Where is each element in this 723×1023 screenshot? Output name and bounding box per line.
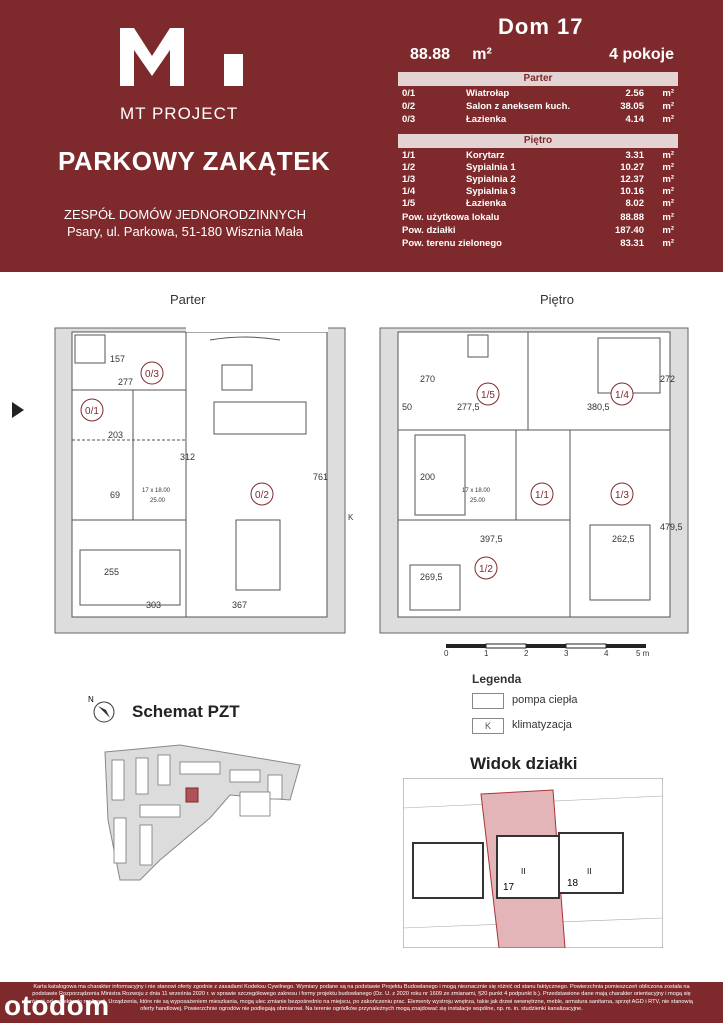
cell-area: 10.27 (620, 162, 644, 173)
plot-mark: II (521, 867, 526, 876)
stairs-label: 17 x 18.00 (142, 488, 171, 494)
house-area-value: 88.88 (410, 46, 451, 63)
area-row (398, 174, 678, 186)
dim-label: 203 (108, 430, 124, 440)
dim-label: 270 (420, 374, 436, 384)
dim-label: 157 (110, 354, 126, 364)
cell-unit: m² (662, 225, 674, 236)
dim-label: 380,5 (587, 402, 610, 412)
scale-bar (444, 644, 650, 658)
cell-area: 88.88 (620, 212, 644, 223)
plot-mark: II (587, 867, 592, 876)
stairs-label: 17 x 18.00 (462, 488, 491, 494)
cell-area: 12.37 (620, 174, 644, 185)
heat-pump-icon (472, 693, 504, 709)
cell-area: 187.40 (614, 225, 644, 236)
stairs-label: 25.00 (470, 498, 486, 504)
schemat-title: Schemat PZT (132, 702, 240, 721)
section-parter: Parter (398, 72, 678, 86)
area-row (398, 88, 678, 100)
dim-label: 303 (146, 600, 162, 610)
plot-view (403, 778, 663, 948)
house-title: Dom 17 (498, 14, 584, 39)
room-label: 0/1 (85, 406, 99, 417)
header-panel (0, 0, 723, 272)
cell-unit: m² (662, 198, 674, 209)
widok-title: Widok działki (470, 754, 578, 773)
cell-unit: m² (662, 150, 674, 161)
legend-title: Legenda (472, 672, 522, 686)
cell-unit: m² (662, 212, 674, 223)
otodom-watermark: otodom (4, 990, 110, 1021)
area-row (398, 114, 678, 126)
cell-name: Pow. terenu zielonego (402, 238, 502, 249)
scale-label: 4 (604, 649, 609, 658)
dim-label: 277 (118, 377, 134, 387)
cell-area: 38.05 (620, 101, 644, 112)
dim-label: 200 (420, 472, 436, 482)
cell-no: 1/5 (402, 198, 416, 209)
dim-label: 397,5 (480, 534, 503, 544)
room-label: 0/2 (255, 490, 269, 501)
cell-unit: m² (662, 162, 674, 173)
scale-label: 5 m (636, 649, 650, 658)
dim-label: 269,5 (420, 572, 443, 582)
cell-name: Sypialnia 3 (466, 186, 516, 197)
area-row (398, 150, 678, 162)
cell-unit: m² (662, 88, 674, 99)
cell-unit: m² (662, 174, 674, 185)
area-row (398, 186, 678, 198)
stairs-label: 25.00 (150, 498, 166, 504)
cell-area: 10.16 (620, 186, 644, 197)
room-label: 1/2 (479, 564, 493, 575)
room-label: 1/3 (615, 490, 629, 501)
cell-no: 0/3 (402, 114, 416, 125)
cell-no: 1/2 (402, 162, 416, 173)
cell-area: 3.31 (625, 150, 644, 161)
dim-label: 312 (180, 452, 196, 462)
cell-area: 83.31 (620, 238, 644, 249)
cell-area: 2.56 (625, 88, 644, 99)
cell-name: Korytarz (466, 150, 505, 161)
room-label: 1/4 (615, 390, 629, 401)
footer-disclaimer: Karta katalogowa ma charakter informacyjny i nie stanowi oferty zgodnie z zasadami Kodeksu Cywilnego. Wymiary podane są na podstawie Projektu Budowlanego i mogą nieznacznie się różnić od stanu faktycznego. Powierzchnia pomieszczeń obliczona została na podstawie Rozporządzenia Ministra Rozwoju z dnia 11 września 2020 r. w sprawie szczegółowego zakresu i formy projektu budowlanego (Dz. U. z 2020 roku nr 1609 ze zmianami, §20 punkt 4 podpunkt b.). Przedstawione dane mają charakter orientacyjny i mogą się różnić od projektu do realizacji. Urządzenia, które nie są wyposażeniem mieszkania, mogą ulec zmianie bezpośrednio na miejscu, po zakończeniu prac. Elementy wystroju wnętrza, takie jak drzwi wewnętrzne, meble, armatura sanitarna, sprzęt AGD i RTV, nie stanowią oferty handlowej. Powierzchnie ogrodów nie podlegają obmiarowi. Na terenie ogródków przynależnych mogą znajdować się instalacje wspólne, np. m. in. studzienki kanalizacyjne. (0, 982, 723, 1023)
dim-label: 761 (313, 472, 329, 482)
summary-row (398, 238, 678, 250)
dim-label: 262,5 (612, 534, 635, 544)
room-label: 1/5 (481, 390, 495, 401)
scale-label: 2 (524, 649, 529, 658)
cell-name: Sypialnia 1 (466, 162, 516, 173)
dim-label: 69 (110, 490, 121, 500)
house-area (410, 46, 492, 64)
plot-number: 18 (567, 878, 579, 889)
cell-name: Wiatrołap (466, 88, 510, 99)
parter-notch (186, 320, 328, 332)
scale-label: 1 (484, 649, 489, 658)
cell-unit: m² (662, 238, 674, 249)
room-label: 0/3 (145, 369, 159, 380)
ac-label: K (348, 513, 354, 522)
cell-name: Sypialnia 2 (466, 174, 516, 185)
ac-icon: K (472, 718, 504, 734)
compass-icon (86, 692, 122, 728)
dim-label: 479,5 (660, 522, 683, 532)
cell-no: 0/2 (402, 101, 416, 112)
cell-name: Łazienka (466, 198, 507, 209)
site-plan-map (100, 740, 310, 890)
cell-unit: m² (662, 114, 674, 125)
project-subtitle-line2: Psary, ul. Parkowa, 51-180 Wisznia Mała (66, 224, 303, 239)
scale-label: 0 (444, 649, 449, 658)
pietro-plan-title: Piętro (540, 292, 574, 307)
dim-label: 277,5 (457, 402, 480, 412)
project-subtitle-line1: ZESPÓŁ DOMÓW JEDNORODZINNYCH (64, 207, 306, 222)
cell-unit: m² (662, 101, 674, 112)
house-rooms: 4 pokoje (609, 46, 674, 63)
cell-name: Salon z aneksem kuch. (466, 101, 571, 112)
floor-plans (0, 310, 723, 670)
project-title: PARKOWY ZAKĄTEK (58, 146, 331, 176)
section-pietro: Piętro (398, 134, 678, 148)
brand-name: MT PROJECT (120, 104, 239, 123)
house-area-unit: m² (472, 46, 492, 63)
compass-label: N (88, 695, 94, 704)
area-row (398, 101, 678, 113)
cell-area: 4.14 (625, 114, 644, 125)
cell-no: 1/4 (402, 186, 416, 197)
cell-area: 8.02 (625, 198, 644, 209)
area-row (398, 198, 678, 210)
dim-label: 255 (104, 567, 120, 577)
dim-label: 50 (402, 402, 413, 412)
highlighted-plot (186, 788, 198, 802)
dim-label: 272 (660, 374, 676, 384)
entrance-arrow (12, 402, 24, 418)
scale-label: 3 (564, 649, 569, 658)
cell-unit: m² (662, 186, 674, 197)
cell-no: 1/1 (402, 150, 416, 161)
parter-plan-title: Parter (170, 292, 206, 307)
plot-number: 17 (503, 882, 515, 893)
legend-label: klimatyzacja (512, 719, 572, 731)
mt-logo (120, 28, 245, 91)
project-subtitle (64, 206, 306, 240)
cell-no: 0/1 (402, 88, 416, 99)
cell-name: Łazienka (466, 114, 507, 125)
cell-name: Pow. działki (402, 225, 456, 236)
cell-no: 1/3 (402, 174, 416, 185)
summary-row (398, 225, 678, 237)
cell-name: Pow. użytkowa lokalu (402, 212, 500, 223)
dim-label: 367 (232, 600, 248, 610)
summary-row (398, 212, 678, 224)
room-label: 1/1 (535, 490, 549, 501)
legend-label: pompa ciepła (512, 694, 578, 706)
area-row (398, 162, 678, 174)
